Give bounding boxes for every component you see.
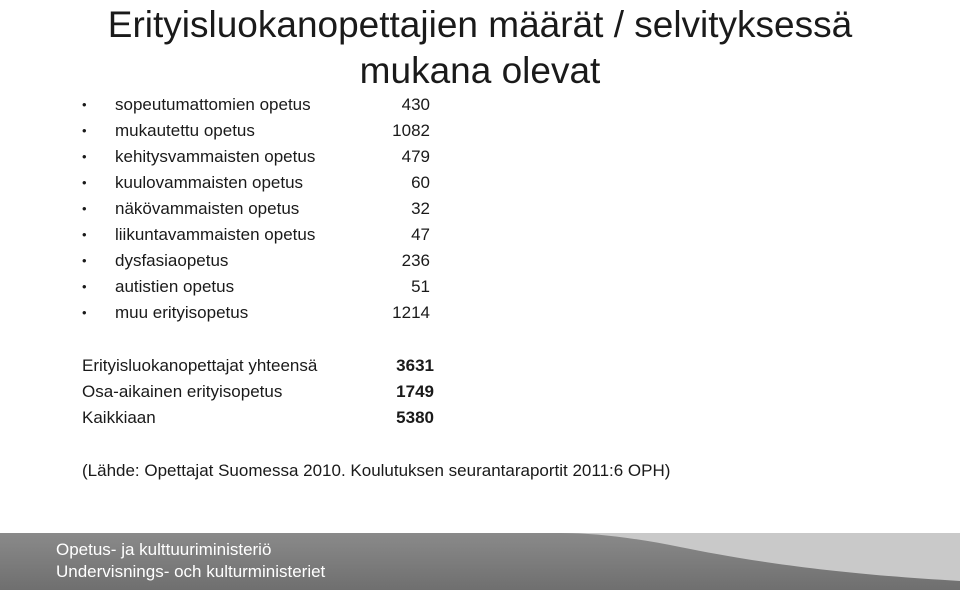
total-value: 1749 <box>396 382 434 401</box>
source-citation: (Lähde: Opettajat Suomessa 2010. Koulutuksen seurantaraportit 2011:6 OPH) <box>82 461 671 480</box>
item-label: liikuntavammaisten opetus <box>115 225 316 244</box>
bullet-icon: • <box>82 279 87 294</box>
list-item <box>82 300 442 326</box>
total-value: 5380 <box>396 408 434 427</box>
item-label: sopeutumattomien opetus <box>115 95 311 114</box>
total-label: Kaikkiaan <box>82 408 156 427</box>
bullet-icon: • <box>82 305 87 320</box>
total-row <box>82 353 442 379</box>
bullet-icon: • <box>82 227 87 242</box>
item-value: 236 <box>401 251 430 270</box>
slide-title-line-2: mukana olevat <box>359 50 601 91</box>
list-item <box>82 170 442 196</box>
item-label: muu erityisopetus <box>115 303 249 322</box>
ministry-name-fi: Opetus- ja kulttuuriministeriö <box>56 540 272 559</box>
item-value: 1082 <box>392 121 430 140</box>
list-item <box>82 222 442 248</box>
item-value: 479 <box>401 147 430 166</box>
item-label: kuulovammaisten opetus <box>115 173 304 192</box>
bullet-icon: • <box>82 97 87 112</box>
item-label: mukautettu opetus <box>115 121 255 140</box>
item-value: 60 <box>411 173 430 192</box>
total-label: Erityisluokanopettajat yhteensä <box>82 356 318 375</box>
item-label: autistien opetus <box>115 277 235 296</box>
slide-title <box>0 2 960 94</box>
bullet-icon: • <box>82 201 87 216</box>
item-value: 32 <box>411 199 430 218</box>
slide-title-line-1: Erityisluokanopettajien määrät / selvityksessä <box>107 4 853 45</box>
item-label: näkövammaisten opetus <box>115 199 300 218</box>
ministry-logo-text <box>56 539 325 583</box>
ministry-name-sv: Undervisnings- och kulturministeriet <box>56 562 326 581</box>
list-item <box>82 144 442 170</box>
item-value: 47 <box>411 225 430 244</box>
list-item <box>82 118 442 144</box>
item-label: kehitysvammaisten opetus <box>115 147 316 166</box>
bullet-icon: • <box>82 123 87 138</box>
totals-block <box>82 353 442 431</box>
item-label: dysfasiaopetus <box>115 251 229 270</box>
item-value: 430 <box>401 95 430 114</box>
item-value: 51 <box>411 277 430 296</box>
list-item <box>82 196 442 222</box>
list-item <box>82 92 442 118</box>
item-value: 1214 <box>392 303 430 322</box>
total-value: 3631 <box>396 356 434 375</box>
total-row <box>82 405 442 431</box>
total-row <box>82 379 442 405</box>
teacher-count-list <box>82 92 442 326</box>
total-label: Osa-aikainen erityisopetus <box>82 382 283 401</box>
footer-banner <box>0 533 960 590</box>
list-item <box>82 248 442 274</box>
bullet-icon: • <box>82 149 87 164</box>
bullet-icon: • <box>82 175 87 190</box>
list-item <box>82 274 442 300</box>
bullet-icon: • <box>82 253 87 268</box>
